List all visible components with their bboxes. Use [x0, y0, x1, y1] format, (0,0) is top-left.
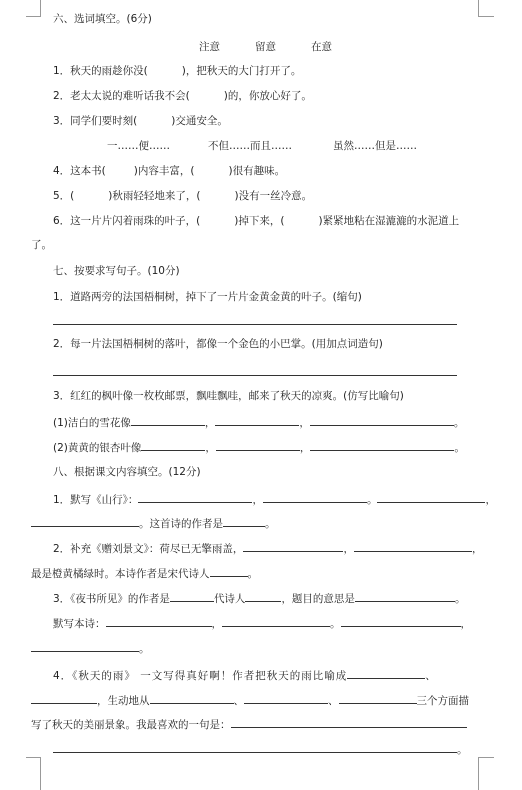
- q-text: )秋雨轻轻地来了，(: [108, 190, 201, 202]
- answer-blank[interactable]: [377, 491, 485, 503]
- answer-blank[interactable]: [170, 590, 214, 602]
- s8-question-3-poem: [53, 615, 471, 631]
- s8-question-4-cont2: [31, 716, 467, 732]
- q-text: 2．补充《赠刘景文》：荷尽已无擎雨盖，: [53, 543, 244, 555]
- q-text: )交通安全。: [171, 115, 228, 127]
- q-text: )没有一丝冷意。: [234, 190, 313, 202]
- q-text: )内容丰富，(: [133, 165, 195, 177]
- answer-blank[interactable]: [341, 615, 461, 627]
- punct: 。: [330, 618, 341, 630]
- answer-blank[interactable]: [222, 615, 330, 627]
- punct: ，: [460, 618, 471, 630]
- crop-mark-bottom-right: [478, 757, 479, 790]
- punct: ，: [252, 494, 263, 506]
- punct: 。: [366, 494, 378, 506]
- answer-blank[interactable]: [355, 590, 455, 602]
- s6-question-2: [53, 89, 312, 103]
- punct: 。: [454, 593, 466, 605]
- word-choice-1: 注意: [199, 41, 220, 53]
- conjunction-pair-2: 不但……而且……: [208, 140, 292, 152]
- s6-question-4: [53, 164, 285, 178]
- crop-mark-bottom-left: [40, 757, 41, 790]
- answer-blank[interactable]: [31, 640, 139, 652]
- conjunction-pair-3: 虽然……但是……: [333, 140, 417, 152]
- q-text: 写了秋天的美丽景象。我最喜欢的一句是：: [31, 719, 231, 731]
- punct: ，: [485, 494, 496, 506]
- q-text: 4．这本书(: [53, 165, 106, 177]
- s7-question-3-1: [53, 414, 464, 430]
- punct: ，: [471, 543, 483, 555]
- answer-blank[interactable]: [310, 439, 454, 451]
- word-choice-2: 留意: [255, 41, 276, 53]
- punct: 。: [457, 744, 468, 756]
- punct: ，: [211, 618, 222, 630]
- answer-blank[interactable]: [138, 491, 252, 503]
- answer-blank[interactable]: [31, 692, 97, 704]
- s8-question-4-cont: [31, 692, 469, 708]
- s8-question-4-cont3: [53, 741, 468, 757]
- s7-question-2: 2．每一片法国梧桐树的落叶，都像一个金色的小巴掌。(用加点词造句): [53, 338, 383, 350]
- q-text: 三个方面描: [416, 695, 469, 707]
- s8-question-3-poem-cont: [31, 640, 150, 656]
- punct: 。: [453, 417, 465, 429]
- answer-blank[interactable]: [263, 491, 367, 503]
- answer-blank[interactable]: [231, 716, 467, 728]
- punct: ，: [299, 442, 311, 454]
- q-text: (1)洁白的雪花像: [53, 417, 131, 429]
- s6-question-1: [53, 64, 301, 78]
- answer-blank[interactable]: [244, 692, 328, 704]
- s7-question-3-2: [53, 439, 465, 455]
- answer-blank[interactable]: [347, 667, 425, 679]
- q-text: 3．《夜书所见》的作者是: [53, 593, 170, 605]
- s8-question-2: [53, 540, 482, 556]
- answer-blank[interactable]: [354, 540, 472, 552]
- answer-blank[interactable]: [223, 515, 265, 527]
- punct: 。: [139, 643, 150, 655]
- s8-question-1-cont: [31, 515, 276, 531]
- answer-blank[interactable]: [141, 439, 205, 451]
- q-text: 。这首诗的作者是: [139, 518, 223, 530]
- crop-mark-top-right-h: [478, 16, 494, 17]
- answer-blank[interactable]: [215, 414, 299, 426]
- answer-blank[interactable]: [339, 692, 417, 704]
- punct: ，: [204, 417, 216, 429]
- answer-blank[interactable]: [53, 741, 457, 753]
- answer-blank[interactable]: [243, 540, 343, 552]
- punct: 。: [265, 518, 276, 530]
- answer-blank[interactable]: [310, 414, 454, 426]
- q-text: (2)黄黄的银杏叶像: [53, 442, 142, 454]
- q-text: 5．(: [53, 190, 75, 202]
- answer-blank[interactable]: [131, 414, 205, 426]
- answer-blank[interactable]: [150, 692, 234, 704]
- s6-question-5: [53, 189, 312, 203]
- crop-mark-top-right: [478, 0, 479, 16]
- section-7-heading: 七、按要求写句子。(10分): [53, 265, 180, 277]
- s6-question-6-cont: 了。: [31, 239, 52, 251]
- q-text: 1．秋天的雨趁你没(: [53, 65, 148, 77]
- q-text: 最是橙黄橘绿时。本诗作者是宋代诗人: [31, 568, 210, 580]
- answer-blank[interactable]: [31, 515, 139, 527]
- section-8-heading: 八、根据课文内容填空。(12分): [53, 466, 201, 478]
- s7-question-3: 3．红红的枫叶像一枚枚邮票，飘哇飘哇，邮来了秋天的凉爽。(仿写比喻句): [53, 390, 404, 402]
- q-text: 4．《秋天的雨》 一文写得真好啊！作者把秋天的雨比喻成: [53, 670, 348, 682]
- q-text: 3．同学们要时刻(: [53, 115, 138, 127]
- q-text: )的，你放心好了。: [223, 90, 312, 102]
- q-text: ，生动地从: [97, 695, 150, 707]
- s6-question-3: [53, 114, 228, 128]
- crop-mark-bottom-left-h: [26, 757, 41, 758]
- conjunction-pair-1: 一……便……: [107, 140, 170, 152]
- s8-question-4: [53, 667, 436, 683]
- punct: 。: [454, 442, 465, 454]
- punct: 、: [233, 695, 244, 707]
- s6-question-6: [53, 214, 459, 228]
- answer-blank[interactable]: [245, 590, 281, 602]
- punct: 、: [328, 695, 339, 707]
- q-text: )掉下来，(: [234, 215, 285, 227]
- q-text: 默写本诗：: [53, 618, 106, 630]
- crop-mark-top-left-h: [26, 16, 41, 17]
- q-text: 6．这一片片闪着雨珠的叶子，(: [53, 215, 201, 227]
- punct: ，: [343, 543, 354, 555]
- section-6-heading: 六、选词填空。(6分): [53, 13, 152, 25]
- answer-line[interactable]: [53, 324, 457, 325]
- answer-blank[interactable]: [210, 565, 248, 577]
- q-text: )紧紧地粘在湿漉漉的水泥道上: [318, 215, 460, 227]
- q-text: 2．老太太说的难听话我不会(: [53, 90, 190, 102]
- s7-question-1: 1．道路两旁的法国梧桐树，掉下了一片片金黄金黄的叶子。(缩句): [53, 291, 362, 303]
- q-text: 1．默写《山行》：: [53, 494, 139, 506]
- answer-blank[interactable]: [106, 615, 212, 627]
- punct: ，: [205, 442, 216, 454]
- punct: 、: [425, 670, 436, 682]
- answer-line[interactable]: [53, 375, 457, 376]
- punct: ，: [299, 417, 310, 429]
- q-text: 代诗人: [213, 593, 246, 605]
- s8-question-2-cont: [31, 565, 258, 581]
- q-text: )，把秋天的大门打开了。: [181, 65, 302, 77]
- word-choice-3: 在意: [311, 41, 332, 53]
- s8-question-3: [53, 590, 465, 606]
- answer-blank[interactable]: [216, 439, 300, 451]
- q-text: ，题目的意思是: [281, 593, 355, 605]
- crop-mark-top-left: [40, 0, 41, 16]
- punct: 。: [247, 568, 258, 580]
- s8-question-1: [53, 491, 496, 507]
- crop-mark-bottom-right-h: [478, 757, 494, 758]
- q-text: )很有趣味。: [228, 165, 286, 177]
